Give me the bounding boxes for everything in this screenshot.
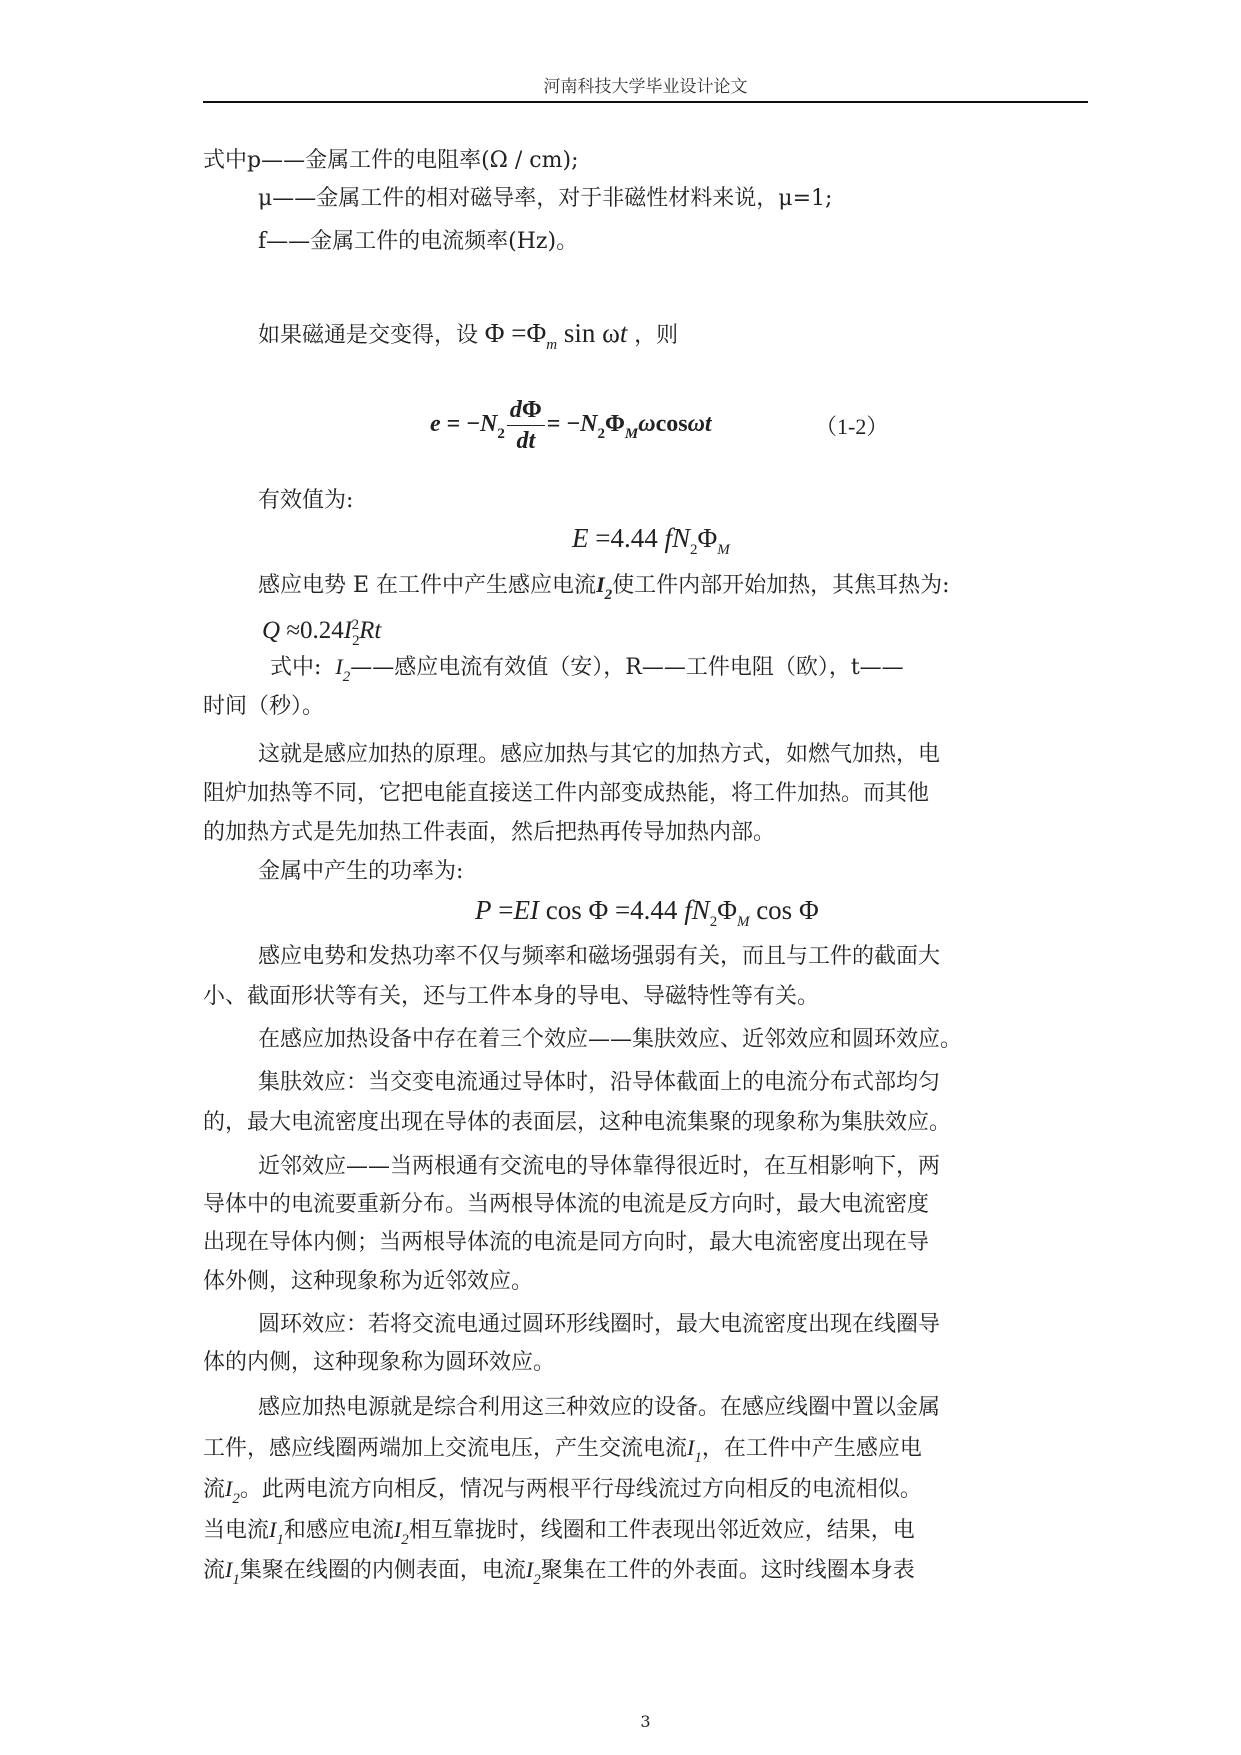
text-line: 近邻效应——当两根通有交流电的导体靠得很近时，在互相影响下，两: [258, 1154, 941, 1179]
text-line: 金属中产生的功率为:: [258, 859, 464, 884]
text-line: 式中: $I_2——$感应电流有效值（安），R——工件电阻（欧），t——: [270, 654, 904, 685]
text-line: 工件，感应线圈两端加上交流电压，产生交流电流$I_1$，在工件中产生感应电: [203, 1435, 922, 1466]
text-line: f——金属工件的电流频率(Hz)。: [258, 229, 579, 254]
text-line: 感应电势和发热功率不仅与频率和磁场强弱有关，而且与工件的截面大: [258, 944, 941, 969]
text-line: 小、截面形状等有关，还与工件本身的导电、导磁特性等有关。: [203, 984, 820, 1009]
text-line: 式中p——金属工件的电阻率(Ω / cm);: [203, 148, 579, 173]
text-line: 流$I_2$。此两电流方向相反，情况与两根平行母线流过方向相反的电流相似。: [203, 1476, 922, 1507]
text-line: 感应加热电源就是综合利用这三种效应的设备。在感应线圈中置以金属: [258, 1395, 941, 1420]
running-header: 河南科技大学毕业设计论文: [543, 77, 748, 97]
text-line: 体的内侧，这种现象称为圆环效应。: [203, 1350, 556, 1375]
text-line: 出现在导体内侧；当两根导体流的电流是同方向时，最大电流密度出现在导: [203, 1230, 930, 1255]
page-number: 3: [640, 1712, 651, 1731]
equation-joule-heat: $Q \approx 0.24I_2^2Rt$: [262, 617, 382, 649]
text-line: 的，最大电流密度出现在导体的表面层，这种电流集聚的现象称为集肤效应。: [203, 1110, 952, 1135]
text-line: 如果磁通是交变得，设 $\Phi =\Phi_m$ sin ωt ，则: [258, 318, 679, 353]
equation-number: （1-2）: [815, 414, 889, 439]
equation-1-2: $e = -N_2$ $\frac{d\Phi}{dt}$ = $-N_2\Phi_M\omega\cos\omega t$: [430, 397, 712, 454]
text-line: 当电流$I_1$和感应电流$I_2$相互靠拢时，线圈和工件表现出邻近效应，结果，电: [203, 1517, 915, 1548]
text-line: 感应电势 E 在工件中产生感应电流$I_2$使工件内部开始加热，其焦耳热为:: [258, 572, 950, 603]
text-line: 的加热方式是先加热工件表面，然后把热再传导加热内部。: [203, 820, 776, 845]
equation-effective-value: E =4.44 $fN_2\Phi_M$: [572, 523, 730, 558]
text-line: μ——金属工件的相对磁导率，对于非磁性材料来说，μ=1;: [258, 186, 833, 211]
text-line: 有效值为:: [258, 488, 354, 513]
text-line: 这就是感应加热的原理。感应加热与其它的加热方式，如燃气加热，电: [258, 742, 941, 767]
text-line: 流$I_1$集聚在线圈的内侧表面，电流$I_2$聚集在工件的外表面。这时线圈本身表: [203, 1557, 915, 1588]
text-line: 阻炉加热等不同，它把电能直接送工件内部变成热能，将工件加热。而其他: [203, 781, 930, 806]
text-line: 导体中的电流要重新分布。当两根导体流的电流是反方向时，最大电流密度: [203, 1192, 930, 1217]
text-line: 圆环效应：若将交流电通过圆环形线圈时，最大电流密度出现在线圈导: [258, 1312, 941, 1337]
inline-formula-flux: $\Phi =\Phi_m$ sin ωt: [478, 318, 628, 353]
equation-power: P =EI cos Φ =4.44 $fN_2\Phi_M$ cos Φ: [475, 895, 819, 930]
text-line: 集肤效应：当交变电流通过导体时，沿导体截面上的电流分布式部均匀: [258, 1070, 941, 1095]
header-rule: [203, 101, 1088, 103]
text-line: 时间（秒）。: [203, 694, 325, 719]
text-line: 体外侧，这种现象称为近邻效应。: [203, 1269, 534, 1294]
text-line: 在感应加热设备中存在着三个效应——集肤效应、近邻效应和圆环效应。: [258, 1027, 963, 1052]
